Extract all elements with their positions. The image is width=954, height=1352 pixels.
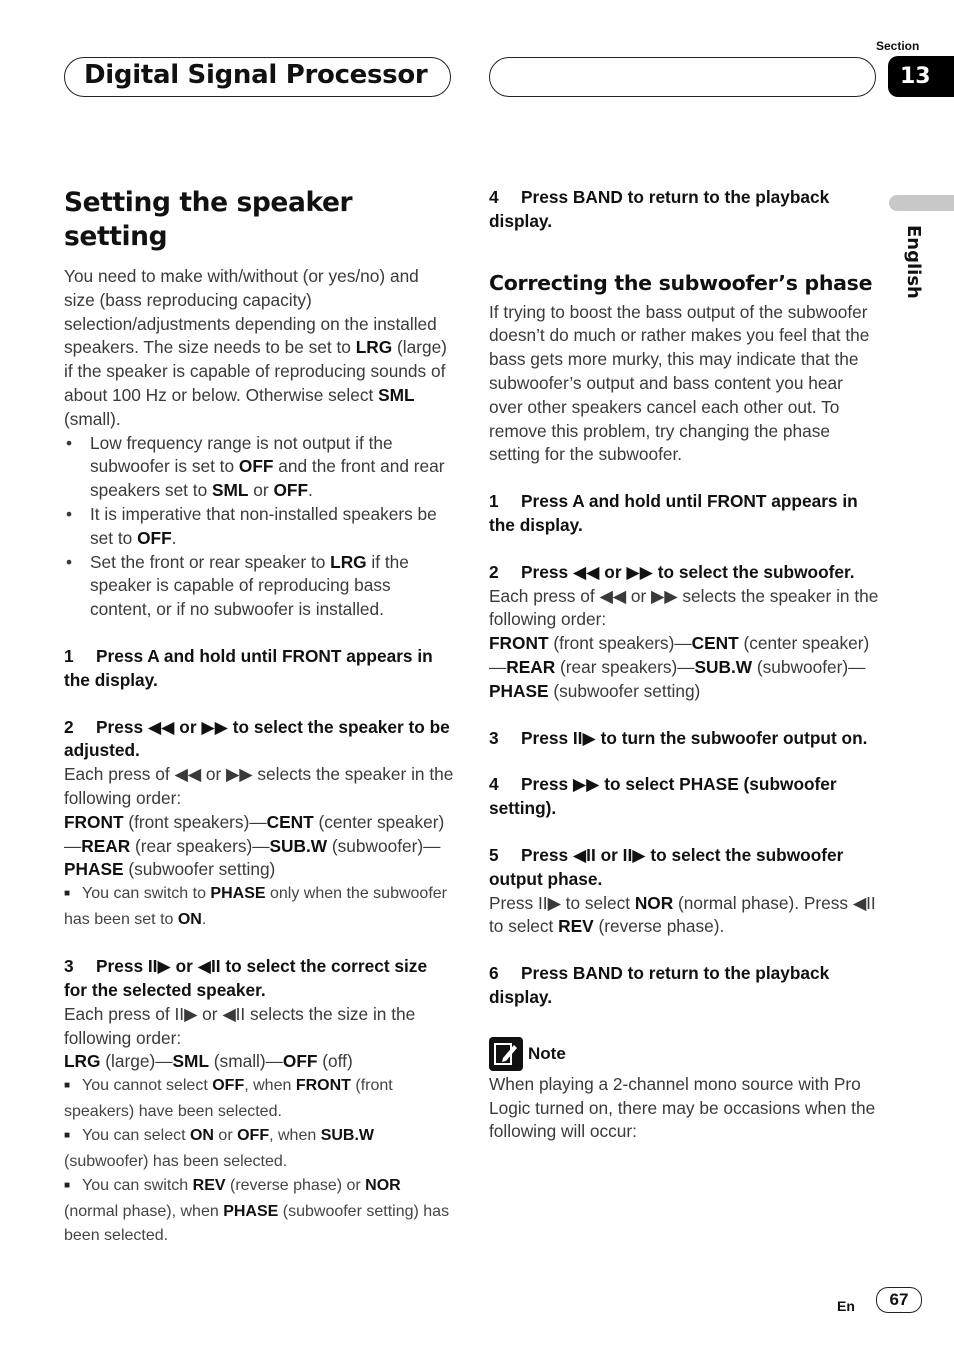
subsection-heading-subwoofer-phase: Correcting the subwoofer’s phase (489, 270, 873, 295)
step-2-order: FRONT (front speakers)—CENT (center speaker)—REAR (rear speakers)—SUB.W (subwoofer)—PHASE (subwoofer setting) (489, 633, 870, 701)
language-tab-marker (889, 195, 954, 211)
bullet-item: • It is imperative that non-installed speakers be set to OFF. (66, 503, 437, 548)
bullet-item: • Low frequency range is not output if the subwoofer is set to OFF and the front and rear speakers set to SML or OFF. (66, 432, 445, 501)
speaker-setting-intro: You need to make with/without (or yes/no) and size (bass reproducing capacity) selection/adjustments depending on the installed speakers. The size needs to be set to LRG (large) if the speaker is capable of reproducing sounds of about 100 Hz or below. Otherwise select SML (small). (64, 266, 447, 429)
note-header (489, 1037, 879, 1071)
footer-language: En (837, 1298, 855, 1314)
step-3-instruction: 3 Press II▶ to turn the subwoofer output on. (489, 727, 868, 748)
step-4-instruction: 4 Press ▶▶ to select PHASE (subwoofer setting). (489, 774, 837, 819)
step-2-note: ■ You can switch to PHASE only when the subwoofer has been set to ON. (64, 885, 447, 929)
step-2-instruction: 2 Press ◀◀ or ▶▶ to select the subwoofer. (489, 561, 855, 582)
step-2-description: Each press of ◀◀ or ▶▶ selects the speaker in the following order: (64, 764, 454, 808)
step-2-description: Each press of ◀◀ or ▶▶ selects the speaker in the following order: (489, 585, 879, 630)
note-pencil-icon (489, 1037, 523, 1071)
step-3-note: ■ You can switch REV (reverse phase) or NOR (normal phase), when PHASE (subwoofer setting) has been selected. (64, 1177, 450, 1245)
bullet-item: • Set the front or rear speaker to LRG if the speaker is capable of reproducing bass content, or if no subwoofer is installed. (66, 551, 409, 620)
language-tab-label: English (903, 225, 924, 299)
step-3-order: LRG (large)—SML (small)—OFF (off) (64, 1051, 353, 1072)
step-4-instruction: 4 Press BAND to return to the playback display. (489, 187, 830, 231)
step-6-instruction: 6 Press BAND to return to the playback display. (489, 963, 830, 1007)
step-1-instruction: 1 Press A and hold until FRONT appears in the display. (489, 491, 858, 535)
step-3-note: ■ You can select ON or OFF, when SUB.W (subwoofer) has been selected. (64, 1127, 375, 1171)
header-blank-pill (489, 57, 876, 97)
left-column (64, 186, 454, 1248)
page-number: 67 (876, 1287, 922, 1313)
section-label: Section (876, 39, 920, 53)
right-column (489, 186, 879, 1144)
step-1-instruction: 1 Press A and hold until FRONT appears in the display. (64, 645, 433, 690)
chapter-title: Digital Signal Processor (84, 60, 428, 90)
step-2-instruction: 2 Press ◀◀ or ▶▶ to select the speaker to be adjusted. (64, 716, 450, 761)
section-number-badge: 13 (888, 56, 954, 97)
section-heading-speaker-setting: Setting the speaker setting (64, 187, 353, 252)
step-5-description: Press II▶ to select NOR (normal phase). Press ◀II to select REV (reverse phase). (489, 892, 876, 937)
step-3-note: ■ You cannot select OFF, when FRONT (front speakers) have been selected. (64, 1077, 393, 1121)
note-title: Note (528, 1043, 566, 1063)
step-3-instruction: 3 Press II▶ or ◀II to select the correct size for the selected speaker. (64, 956, 428, 1000)
note-body: When playing a 2-channel mono source with Pro Logic turned on, there may be occasions when the following will occur: (489, 1073, 876, 1142)
step-5-instruction: 5 Press ◀II or II▶ to select the subwoofer output phase. (489, 844, 844, 889)
step-2-order: FRONT (front speakers)—CENT (center speaker)—REAR (rear speakers)—SUB.W (subwoofer)—PHASE (subwoofer setting) (64, 811, 445, 880)
subwoofer-phase-intro: If trying to boost the bass output of the subwoofer doesn’t do much or rather makes you feel that the bass gets more murky, this may indicate that the subwoofer’s output and bass content you hear over other speakers cancel each other out. To remove this problem, try changing the phase setting for the subwoofer. (489, 301, 870, 465)
step-3-description: Each press of II▶ or ◀II selects the size in the following order: (64, 1003, 416, 1048)
